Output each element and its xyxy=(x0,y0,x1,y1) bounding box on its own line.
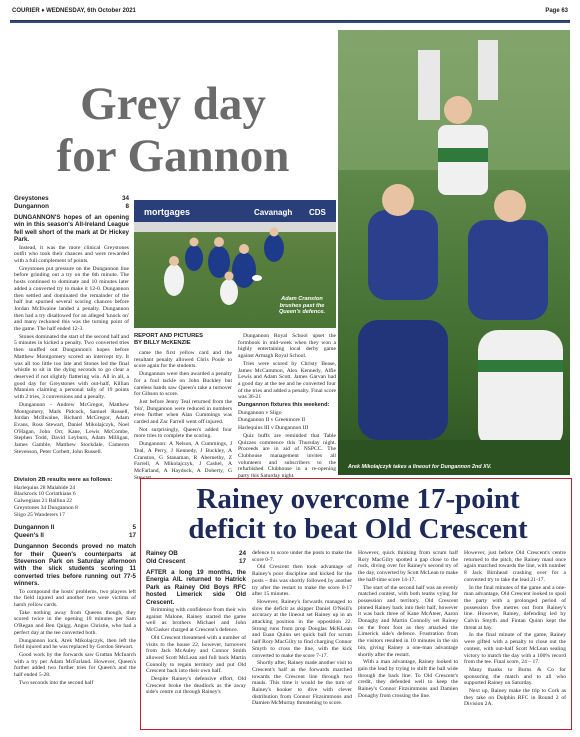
ad-board-text: Cavanagh xyxy=(254,208,293,217)
masthead xyxy=(10,6,570,18)
rainey-headline-line1: Rainey overcome 17-point xyxy=(196,483,520,515)
article-paragraph: Shortly after, Rainey made another visit to Crescent's half as the forwards marched towards the Crescent line through two mauls. This time it would be the turn of Rainey's hooker to dive with clever distribution from Connor Fitzsimmons and Damien McMurray threatening to score. xyxy=(252,660,353,707)
article-paragraph: However, quick thinking from scrum half Rory MacGilry spotted a gap close to the ruck, diving over for Rainey's second try of the day, converted by Scott McLean to make the half-time score 14-17. xyxy=(358,550,458,583)
result-item: Harlequins 28 Malahide 24 xyxy=(14,484,76,491)
results-list xyxy=(14,485,136,519)
article-paragraph: However, Rainey's forwards managed to slow the deficit as skipper Daniel O'Neill's accuracy at the lineout set Rainey up in an attacking position in the opposition 22. Strong runs from prop Douglas McKLean and Euan Quinn set quick ball for scrum half Rory MacGilry to find charging Connor Smyth to cross the line, with the kick converted to make the score 7-17. xyxy=(252,598,352,659)
article-paragraph: Old Crescent then took advantage of Rainey's poor discipline and kicked for the posts – this was shortly followed by another try after the restart to make the score 0-17 after 15 minutes. xyxy=(252,564,352,598)
article-paragraph: Dungannon were then awarded a penalty for a foul tackle on John Buckley but careless hands saw Queen's take a turnover for Gibson to score. xyxy=(134,371,232,398)
gannon-score-box xyxy=(14,195,129,211)
article-paragraph: Many thanks to Burns & Co for sponsoring the match and to all who supported Rainey on Saturday. xyxy=(464,666,566,687)
fixture-item: Dungannon v Sligo xyxy=(238,409,282,416)
gannon-headline xyxy=(14,78,332,182)
ad-board-text: mortgages xyxy=(144,207,191,217)
byline-line1: REPORT AND PICTURES xyxy=(134,333,204,339)
score-value: 17 xyxy=(128,532,136,540)
article-paragraph: Greystones put pressure on the Dungannon line before grinding out a try on the 6th minute. The hosts continued to dominate and 10 minutes later added a converted try to make it 12-0. Dungannon then settled and dominated the remainder of the half but spurned several scoring chances before Jordan McIlwaine landed a penalty. Dungannon then had a try disallowed for an alleged 'knock on' and many reckoned this was the turning point of the game. The half ended 12-3. xyxy=(14,265,129,333)
rainey-column-1 xyxy=(146,550,246,726)
ad-board-text: CDS xyxy=(309,208,326,217)
result-item: Sligo 25 Wanderers 17 xyxy=(14,511,65,518)
gannon-headline-line1: Grey day xyxy=(80,78,266,130)
rainey-headline-line2: deficit to beat Old Crescent xyxy=(188,513,528,545)
score-value: 24 xyxy=(238,550,246,557)
article-paragraph: Old Crescent threatened with a number of visits to the house 22, however, turnovers from Jack McAuley and Connor Smith allowed Scott McLean and full back Martin Connolly to regain territory and put Old Crescent back into their own half. xyxy=(146,634,246,675)
fixture-item: Harlequins III v Dungannon III xyxy=(238,425,309,432)
score-value: 17 xyxy=(238,558,246,565)
score-team: Dungannon II xyxy=(14,524,55,532)
article-paragraph: Instead, it was the more clinical Greystones outfit who took their chances and were rewarded with a full complement of points. xyxy=(14,244,129,265)
gannon-headline-line2: for Gannon xyxy=(56,130,290,182)
gannon-lead: DUNGANNON'S hopes of an opening win in this season's All-Ireland League fell well short of the mark at Dr Hickey Park. xyxy=(14,214,129,244)
rainey-column-3 xyxy=(358,550,458,726)
article-paragraph: Tries were scored by Christy Bease, James McCammon, Alex Kennedy, Alfie Lewis and Adam Scott. James Garvan had a good day at the tee and he converted four of the tries and added a penalty. Final score was 36-21 xyxy=(238,360,336,401)
score-team: Old Crescent xyxy=(146,558,186,565)
result-item: Greystones 34 Dungannon 8 xyxy=(14,504,78,511)
article-paragraph: Dungannon: A Nelson, A Cummings, J Teal, A Perry, J Kennedy, J Buckley, A Cranston, G Stanaman, R Abernethy, Z Farrell, A Mikolajczyk, J Cashel, A McFarland, A Haydock, A Doherty, G Stewart. xyxy=(134,441,232,481)
rainey-column-4 xyxy=(464,550,566,726)
result-item: Blackrock 10 Corinthians 6 xyxy=(14,491,76,498)
article-paragraph: Dungannon Royal School upset the formbook in mid-week when they won a highly entertaining local derby game against Armagh Royal School. xyxy=(238,333,336,360)
article-paragraph: Take nothing away from Queens though, they scored twice in the opening 10 minutes per Sam O'Regan and Ben Quigg. Angus Christie, who had a perfect day at the tee converted both. xyxy=(14,609,136,636)
article-paragraph: came the first yellow card and the resultant penalty allowed Chris Poole to score again for the students. xyxy=(134,350,232,370)
article-paragraph: Next up, Rainey make the trip to Cork as they take on Dolphin RFC in Round 2 of Division 2A. xyxy=(464,688,566,708)
article-paragraph: Quiz buffs are reminded that Table Quizzes commence this Thursday night. Proceeds are in aid of NSPCC. The Clubhouse management invites all volunteers and subscribers to the refurbished Clubhouse in a re-opening party this Saturday night. xyxy=(238,432,336,480)
page-number: Page 63 xyxy=(545,8,568,14)
score-team: Rainey OB xyxy=(146,550,178,557)
article-paragraph: defence to score under the posts to make the score 0-7. xyxy=(252,550,352,563)
gannon-column-1-lower xyxy=(14,474,136,732)
fixtures-title: Dungannon fixtures this weekend: xyxy=(238,402,330,409)
photo-caption: Adam Cranston brushes past the Queen's defence. xyxy=(278,296,326,315)
article-paragraph: Dungannon lock, Arek Mikolajczyk, then left the field injured and he was replaced by Gordon Stewart. xyxy=(14,637,136,651)
rainey-lead: AFTER a long 19 months, the Energia AIL returned to Hatrick Park as Rainey Old Boys RFC hosted Limerick side Old Crescent. xyxy=(146,569,246,606)
article-paragraph: To compound the hosts' problems, two players left the field injured and another two were victims of harsh yellow cards. xyxy=(14,588,136,609)
article-paragraph: In the final minutes of the game and a one-man advantage, Old Crescent looked to spoil the party with a prolonged period of possession five metres out from Rainey's line. However, Rainey, defending led by Calvin Smyth and Fintan Quinn kept the threat at bay. xyxy=(464,584,566,631)
score-team: Greystones xyxy=(14,195,49,202)
lineout-photo xyxy=(338,30,570,475)
rainey-column-2 xyxy=(252,550,352,726)
masthead-date: COURIER ♦ WEDNESDAY, 6th October 2021 xyxy=(12,8,136,14)
gannon-column-1 xyxy=(14,214,129,472)
article-paragraph: Brimming with confidence from their win against Malone, Rainey started the game well as brothers Michael and John McCusker charged at Crescent's defence. xyxy=(146,607,246,634)
article-paragraph: Stones dominated the start of the second half and 5 minutes in kicked a penalty. Two converted tries then snuffed out Dungannon's hopes before Matthew Montgomery scored an intercept try. It was all too little too late and Stones led the final whistle to sit in the dying seconds to go clear a deserved if not slightly flattering win. All in all, a good day for Greystones with out-half, Killian Mannion claiming a personal tally of 19 points with 2 tries, 3 conversions and a penalty. xyxy=(14,333,129,401)
article-paragraph: Dungannon - Andrew McGregor, Matthew Montgomery, Mark Pidcock, Samuel Russell, Jordan McIlwaine, Richard McGregor, Adam Evans, Ross Stewart, Daniel Mikolajczyk, Noel O'Hagan, John Orr, Kane, Lewis McCombe, Stephen Todd, David Leyburn, Adam Milligan, James Gamble, Matthew Stockdale, Cameron Stevenson, Peter Corbett, John Russell. xyxy=(14,401,129,455)
lineout-illustration xyxy=(338,30,570,475)
article-paragraph: Not surprisingly, Queen's added four more tries to complete the scoring. xyxy=(134,426,232,440)
section-bar xyxy=(10,21,570,23)
gannon-column-2 xyxy=(134,350,232,481)
article-paragraph: With a man advantage, Rainey looked to gain the lead by trying to shift the ball wide through the back line. To Old Crescent's credit, they defended well to keep the Rainey's Connor Fitzsimmons and Damien Donaghy from crossing the line. xyxy=(358,659,458,699)
fixture-item: Dungannon II v Greenmore II xyxy=(238,417,306,424)
results-title: Division 2B results were as follows: xyxy=(14,477,113,483)
byline xyxy=(134,333,232,347)
article-paragraph: Just before Jenny Teal returned from the 'bin', Dungannon were reduced in numbers even further when Alan Cummings was carded and Zac Farrell went off injured. xyxy=(134,398,232,426)
article-paragraph: Despite Rainey's defensive effort, Old Crescent broke the deadlock as the away side's centre cut through Rainey's xyxy=(146,676,246,696)
score-value: 5 xyxy=(132,524,136,532)
article-paragraph: However, just before Old Crescent's centre returned to the pitch, the Rainey maul once again marched towards the line, with number 8 Jack Birnhead crashing over for a converted try to take the lead 21-17. xyxy=(464,550,566,583)
article-paragraph: Two seconds into the second half xyxy=(19,679,94,686)
score-value: 34 xyxy=(121,195,129,202)
rugby-action-photo xyxy=(134,200,336,328)
byline-line2: BY BILLY McKENZIE xyxy=(134,340,191,346)
article-paragraph: Good work by the forwards saw Grattan McInarch with a try per Adam McFarland. However, Queen's further added two further tries for Queen's and the half ended 5-28. xyxy=(14,651,136,679)
article-paragraph: In the final minute of the game, Rainey were gifted with a penalty to close out the contest, with out-half Scott McLean sealing victory to match the day with a 100% record from the tee. Final score, 24 – 17. xyxy=(464,632,566,666)
score-team: Dungannon xyxy=(14,203,49,210)
gannon-column-3 xyxy=(238,333,336,480)
lineout-caption: Arek Mikolajczyk takes a lineout for Dungannon 2nd XV. xyxy=(348,464,492,470)
seconds-lead: Dungannon Seconds proved no match for their Queen's counterparts at Stevenson Park on Saturday afternoon with the slick students scoring 11 converted tries before running out 77-5 winners. xyxy=(14,543,136,588)
score-team: Queen's II xyxy=(14,532,44,540)
score-value: 8 xyxy=(125,203,129,210)
result-item: Galwegians 21 Ballina 22 xyxy=(14,498,72,505)
rainey-headline xyxy=(150,484,566,544)
article-paragraph: The start of the second half was an evenly matched contest, with both teams vying for possession and territory. Old Crescent pinned Rainey back into their half, however it was back three of Kane McAteer, Aaron Donaghy and Martin Connolly set Rainey on the front foot as they attacked the Limerick side's defence. Frustration from the visitors resulted in 10 minutes in the sin bin, giving Rainey a one-man advantage shortly after the restart. xyxy=(358,584,458,658)
